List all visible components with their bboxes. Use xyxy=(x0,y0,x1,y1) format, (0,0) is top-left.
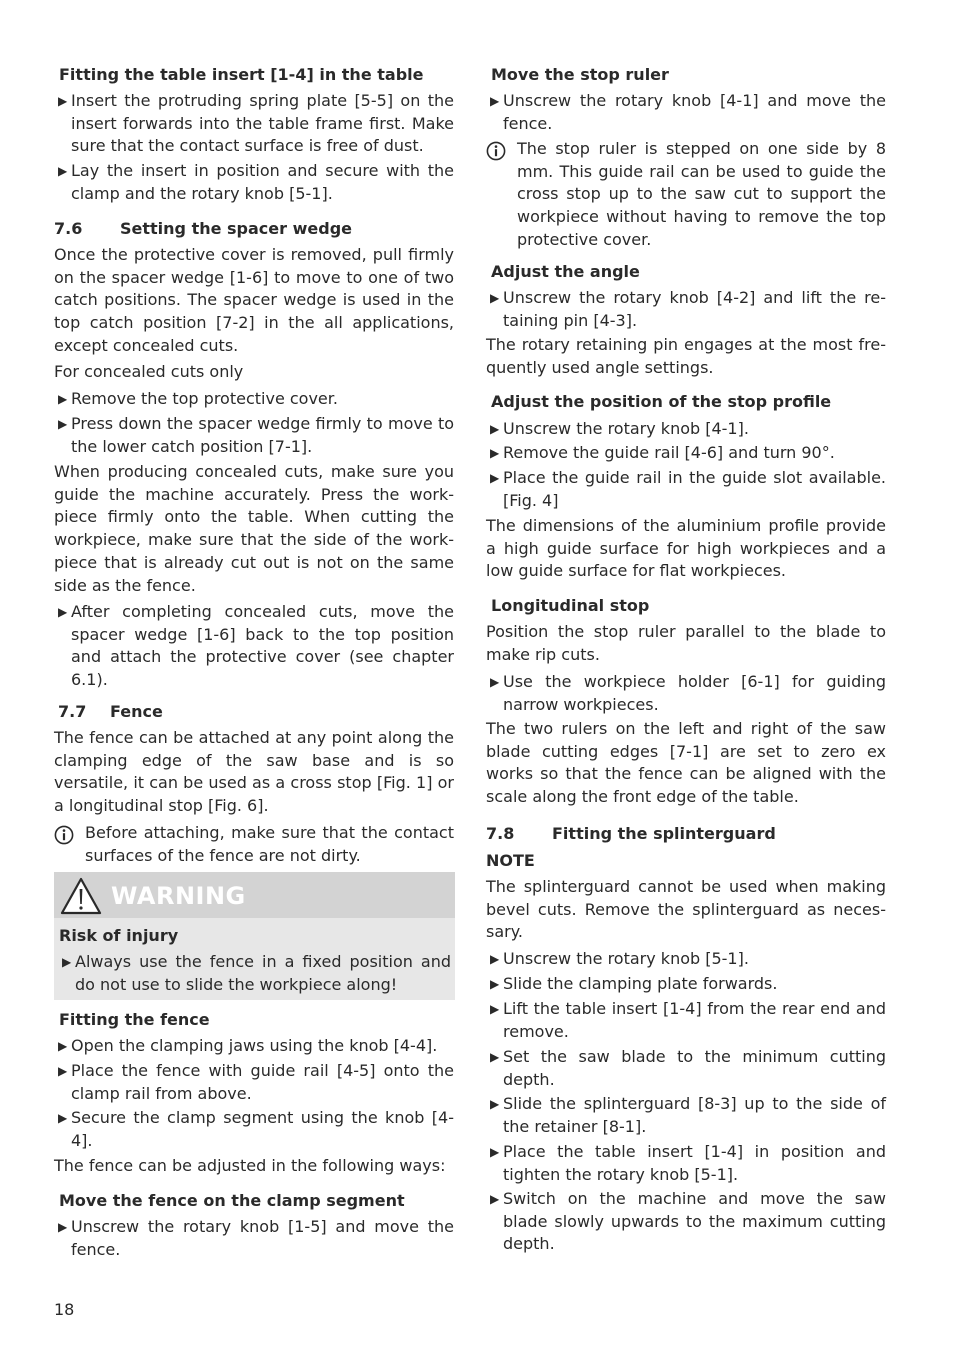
arrow-right-icon: ▶ xyxy=(58,164,68,178)
paragraph: The splinterguard cannot be used when making bevel cuts. Remove the splinterguard as neces-sary. xyxy=(486,877,886,942)
arrow-right-icon: ▶ xyxy=(490,977,500,991)
paragraph: The two rulers on the left and right of the saw blade cutting edges [7-1] are set to zero ex works so that the fence can be aligned with the scale along the front edge of the table. xyxy=(486,719,886,807)
bullet-item: ▶ Remove the top protective cover. xyxy=(58,388,454,411)
bullet-item: ▶ Place the fence with guide rail [4-5] onto the clamp rail from above. xyxy=(58,1061,454,1103)
bullet-item: ▶ Set the saw blade to the minimum cutting depth. xyxy=(490,1047,886,1089)
page-number: 18 xyxy=(54,1300,75,1319)
heading-fitting-table-insert: Fitting the table insert [1-4] in the table xyxy=(59,65,424,84)
section-heading-7-7: 7.7 Fence xyxy=(58,702,163,721)
bullet-item: ▶ Press down the spacer wedge firmly to move to the lower catch position [7-1]. xyxy=(58,414,454,456)
note-label: NOTE xyxy=(486,851,535,870)
warning-triangle-icon xyxy=(60,877,102,915)
arrow-right-icon: ▶ xyxy=(62,955,72,969)
heading-adjust-angle: Adjust the angle xyxy=(491,262,640,281)
paragraph: Position the stop ruler parallel to the blade to make rip cuts. xyxy=(486,622,886,664)
warning-subtitle: Risk of injury xyxy=(59,926,179,945)
paragraph: For concealed cuts only xyxy=(54,362,244,381)
info-note: The stop ruler is stepped on one side by 8 mm. This guide rail can be used to guide the cross stop up to the saw cut to support the workpiece without having to remove the top protective cover. xyxy=(486,138,886,252)
bullet-item: ▶ Switch on the machine and move the saw blade slowly upwards to the maximum cutting depth. xyxy=(490,1189,886,1254)
section-heading-7-6: 7.6 Setting the spacer wedge xyxy=(54,219,352,238)
paragraph: The rotary retaining pin engages at the most fre-quently used angle settings. xyxy=(486,335,886,377)
bullet-item: ▶ Always use the fence in a fixed position and do not use to slide the workpiece along! xyxy=(62,952,451,994)
bullet-item: ▶ Unscrew the rotary knob [4-1] and move the fence. xyxy=(490,91,886,133)
bullet-item: ▶ Insert the protruding spring plate [5-5] on the insert forwards into the table frame first. Make sure that the contact surface is free of dust. xyxy=(58,91,454,156)
arrow-right-icon: ▶ xyxy=(490,94,500,108)
arrow-right-icon: ▶ xyxy=(490,952,500,966)
bullet-item: ▶ Unscrew the rotary knob [5-1]. xyxy=(490,948,886,971)
bullet-item: ▶ Unscrew the rotary knob [4-1]. xyxy=(490,418,886,441)
arrow-right-icon: ▶ xyxy=(490,422,500,436)
arrow-right-icon: ▶ xyxy=(490,675,500,689)
warning-header xyxy=(54,872,455,918)
bullet-item: ▶ Slide the splinterguard [8-3] up to the side of the retainer [8-1]. xyxy=(490,1094,886,1136)
bullet-item: ▶ Use the workpiece holder [6-1] for guiding narrow workpieces. xyxy=(490,672,886,714)
section-heading-7-8: 7.8 Fitting the splinterguard xyxy=(486,824,776,843)
bullet-item: ▶ Place the guide rail in the guide slot available. [Fig. 4] xyxy=(490,468,886,510)
bullet-item: ▶ After completing concealed cuts, move the spacer wedge [1-6] back to the top position and attach the protective cover (see chapter 6.1). xyxy=(58,602,454,690)
warning-box xyxy=(54,872,455,1000)
arrow-right-icon: ▶ xyxy=(490,1002,500,1016)
warning-title: WARNING xyxy=(111,882,246,910)
bullet-item: ▶ Place the table insert [1-4] in position and tighten the rotary knob [5-1]. xyxy=(490,1142,886,1184)
arrow-right-icon: ▶ xyxy=(58,1111,68,1125)
arrow-right-icon: ▶ xyxy=(490,1097,500,1111)
info-note: Before attaching, make sure that the contact surfaces of the fence are not dirty. xyxy=(54,822,454,867)
arrow-right-icon: ▶ xyxy=(58,392,68,406)
arrow-right-icon: ▶ xyxy=(490,1192,500,1206)
arrow-right-icon: ▶ xyxy=(58,417,68,431)
bullet-item: ▶ Unscrew the rotary knob [1-5] and move the fence. xyxy=(58,1217,454,1259)
paragraph: When producing concealed cuts, make sure you guide the machine accurately. Press the work-piece firmly onto the table. When cutting the workpiece, make sure that the side of the work-piece that is already cut out is not on the same side as the fence. xyxy=(54,462,454,595)
arrow-right-icon: ▶ xyxy=(58,1039,68,1053)
arrow-right-icon: ▶ xyxy=(490,291,500,305)
bullet-item: ▶ Secure the clamp segment using the knob [4-4]. xyxy=(58,1108,454,1150)
bullet-item: ▶ Unscrew the rotary knob [4-2] and lift the re-taining pin [4-3]. xyxy=(490,288,886,330)
paragraph: The fence can be attached at any point along the clamping edge of the saw base and is so versatile, it can be used as a cross stop [Fig. 1] or a longitudinal stop [Fig. 6]. xyxy=(54,728,454,816)
bullet-item: ▶ Lift the table insert [1-4] from the rear end and remove. xyxy=(490,999,886,1041)
heading-fitting-fence: Fitting the fence xyxy=(59,1010,210,1029)
bullet-item: ▶ Lay the insert in position and secure with the clamp and the rotary knob [5-1]. xyxy=(58,161,454,203)
arrow-right-icon: ▶ xyxy=(490,446,500,460)
info-icon xyxy=(54,825,74,845)
arrow-right-icon: ▶ xyxy=(490,471,500,485)
paragraph: Once the protective cover is removed, pull firmly on the spacer wedge [1-6] to move to one of two catch positions. The spacer wedge is used in the top catch position [7-2] in the all applications, except concealed cuts. xyxy=(54,245,454,355)
heading-longitudinal-stop: Longitudinal stop xyxy=(491,596,650,615)
arrow-right-icon: ▶ xyxy=(490,1050,500,1064)
arrow-right-icon: ▶ xyxy=(490,1145,500,1159)
heading-adjust-stop-profile: Adjust the position of the stop profile xyxy=(491,392,832,411)
heading-move-fence: Move the fence on the clamp segment xyxy=(59,1191,405,1210)
paragraph: The fence can be adjusted in the following ways: xyxy=(54,1156,446,1175)
arrow-right-icon: ▶ xyxy=(58,94,68,108)
bullet-item: ▶ Slide the clamping plate forwards. xyxy=(490,973,886,996)
info-icon xyxy=(486,141,506,161)
bullet-item: ▶ Remove the guide rail [4-6] and turn 90°. xyxy=(490,442,886,465)
bullet-item: ▶ Open the clamping jaws using the knob [4-4]. xyxy=(58,1035,454,1058)
arrow-right-icon: ▶ xyxy=(58,1220,68,1234)
arrow-right-icon: ▶ xyxy=(58,605,68,619)
heading-move-stop-ruler: Move the stop ruler xyxy=(491,65,669,84)
arrow-right-icon: ▶ xyxy=(58,1064,68,1078)
paragraph: The dimensions of the aluminium profile provide a high guide surface for high workpieces and a low guide surface for flat workpieces. xyxy=(486,516,886,581)
